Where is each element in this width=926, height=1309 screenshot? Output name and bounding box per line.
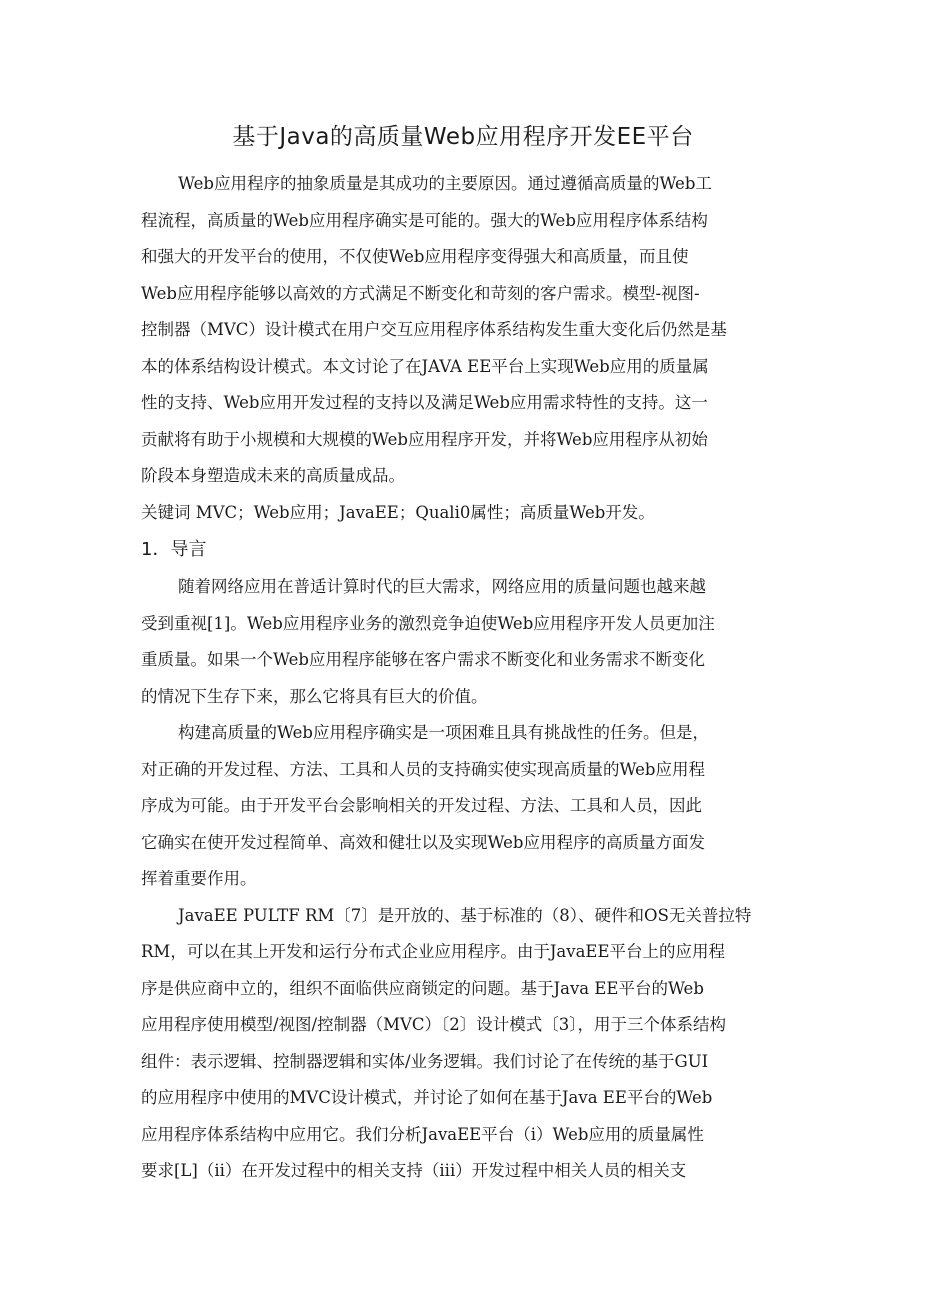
paragraph-2	[141, 715, 786, 898]
keywords-line: 关键词 MVC；Web应用；JavaEE；Quali0属性；高质量Web开发。	[141, 502, 655, 522]
text-line: 和强大的开发平台的使用，不仅使Web应用程序变得强大和高质量，而且使	[141, 247, 689, 266]
text-line: 受到重视[1]。Web应用程序业务的激烈竞争迫使Web应用程序开发人员更加注	[141, 613, 715, 633]
text-line: Web应用程序的抽象质量是其成功的主要原因。通过遵循高质量的Web工	[178, 174, 712, 193]
text-line: 应用程序体系结构中应用它。我们分析JavaEE平台（i）Web应用的质量属性	[141, 1124, 704, 1144]
text-line: 应用程序使用模型/视图/控制器（MVC）〔2〕设计模式〔3〕，用于三个体系结构	[141, 1015, 727, 1034]
text-line: 构建高质量的Web应用程序确实是一项困难且具有挑战性的任务。但是，	[178, 723, 709, 742]
abstract-paragraph	[141, 166, 786, 495]
text-line: 的情况下生存下来，那么它将具有巨大的价值。	[141, 686, 488, 706]
paragraph-3	[141, 898, 786, 1190]
document-body	[141, 166, 786, 1190]
page-title: 基于Java的高质量Web应用程序开发EE平台	[232, 124, 694, 150]
text-line: 序是供应商中立的，组织不面临供应商锁定的问题。基于Java EE平台的Web	[141, 978, 704, 998]
text-line: 序成为可能。由于开发平台会影响相关的开发过程、方法、工具和人员，因此	[141, 796, 702, 815]
text-line: Web应用程序能够以高效的方式满足不断变化和苛刻的客户需求。模型-视图-	[141, 283, 700, 303]
text-line: 贡献将有助于小规模和大规模的Web应用程序开发，并将Web应用程序从初始	[141, 429, 708, 449]
section-heading: 1．导言	[141, 539, 207, 560]
text-line: 重质量。如果一个Web应用程序能够在客户需求不断变化和业务需求不断变化	[141, 650, 705, 669]
text-line: 挥着重要作用。	[141, 869, 257, 888]
text-line: 它确实在使开发过程简单、高效和健壮以及实现Web应用程序的高质量方面发	[141, 832, 705, 852]
text-line: 组件：表示逻辑、控制器逻辑和实体/业务逻辑。我们讨论了在传统的基于GUI	[141, 1051, 709, 1071]
text-line: 对正确的开发过程、方法、工具和人员的支持确实使实现高质量的Web应用程	[141, 759, 705, 779]
text-line: 的应用程序中使用的MVC设计模式，并讨论了如何在基于Java EE平台的Web	[141, 1088, 713, 1107]
text-line: RM，可以在其上开发和运行分布式企业应用程序。由于JavaEE平台上的应用程	[141, 942, 726, 961]
text-line: 阶段本身塑造成未来的高质量成品。	[141, 466, 405, 485]
text-line: JavaEE PULTF RM〔7〕是开放的、基于标准的（8）、硬件和OS无关普拉特	[178, 905, 752, 925]
text-line: 性的支持、Web应用开发过程的支持以及满足Web应用需求特性的支持。这一	[141, 393, 708, 412]
text-line: 程流程，高质量的Web应用程序确实是可能的。强大的Web应用程序体系结构	[141, 210, 708, 230]
text-line: 控制器（MVC）设计模式在用户交互应用程序体系结构发生重大变化后仍然是基	[141, 320, 727, 339]
text-line: 要求[L]（ii）在开发过程中的相关支持（iii）开发过程中相关人员的相关支	[141, 1161, 687, 1180]
text-line: 本的体系结构设计模式。本文讨论了在JAVA EE平台上实现Web应用的质量属	[141, 356, 709, 376]
paragraph-1	[141, 569, 786, 715]
text-line: 随着网络应用在普适计算时代的巨大需求，网络应用的质量问题也越来越	[178, 577, 706, 596]
